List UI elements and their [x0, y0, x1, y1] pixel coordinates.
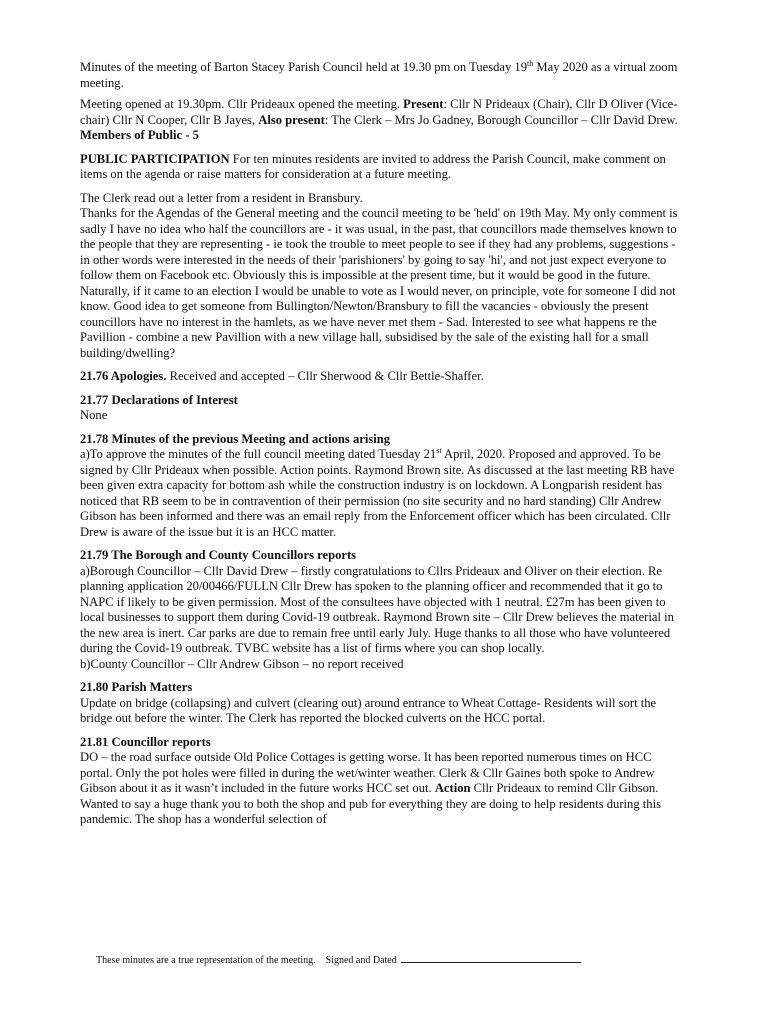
previous-minutes-text-end: April, 2020. Proposed and approved. To be signed by Cllr Prideaux when possible. Action points. Raymond Brown site. As discussed at the last meeting RB have been given extra capacity for bottom ash while the construction industry is on lockdown. A Longparish resident has noticed that RB seem to be in contravention of their permission (no site security and no hard standing) Cllr Andrew Gibson has been informed and there was an email reply from the Enforcement officer which has been circulated. Cllr Drew is aware of the issue but it is an HCC matter.: [80, 447, 675, 539]
public-participation: [80, 152, 678, 183]
meeting-title: [80, 60, 678, 91]
public-participation-text: For ten minutes residents are invited to address the Parish Council, make comment on items on the agenda or raise matters for consideration at a future meeting.: [80, 151, 666, 181]
previous-minutes-heading: 21.78 Minutes of the previous Meeting and actions arising: [80, 431, 391, 446]
councillors-reports-heading: 21.79 The Borough and County Councillors reports: [80, 548, 357, 562]
declarations-text: None: [80, 408, 108, 422]
apologies-heading: 21.76 Apologies.: [80, 369, 167, 383]
attendance-paragraph: [80, 97, 678, 144]
also-present-label: Also present: [258, 112, 325, 127]
councillor-reports-text: DO – the road surface outside Old Police Cottages is getting worse. It has been reported numerous times on HCC portal. Only the pot holes were filled in during the wet/winter weather. Clerk & Cllr Gaines both spoke to Andrew Gibson about it as it wasn’t included in the future works HCC set out.: [80, 750, 655, 795]
action-label: Action: [434, 781, 471, 795]
resident-letter: Thanks for the Agendas of the General meeting and the council meeting to be 'held' on 19th May. My only comment is sadly I have no idea who half the councillors are - it was usual, in the past, that councillors made themselves known to the people that they are representing - ie took the trouble to meet people to see if they had any problems, suggestions - in other words were interested in the needs of their 'parishioners' by going to say 'hi', and not just expect everyone to follow them on Facebook etc. Obviously this is impossible at the present time, but it would be good in the future. Naturally, if it came to an election I would be unable to vote as I would never, on principle, vote for someone I did not know. Good idea to get someone from Bullington/Newton/Bransbury to fill the vacancies - obviously the present councillors have no interest in the hamlets, as we have never met them - Sad. Interested to see what happens re the Pavillion - combine a new Pavillion with a new village hall, subsidised by the sale of the existing hall for a small building/dwelling?: [80, 206, 678, 360]
title-text-end: May 2020 as a virtual zoom meeting.: [80, 60, 678, 90]
apologies-text: Received and accepted – Cllr Sherwood & Cllr Bettle-Shaffer.: [166, 369, 484, 383]
meeting-opened-text: Meeting opened at 19.30pm. Cllr Prideaux opened the meeting.: [80, 97, 404, 111]
title-text: Minutes of the meeting of Barton Stacey Parish Council held at 19.30 pm on Tuesday 19: [80, 60, 528, 74]
present-text: : Cllr N Prideaux (Chair), Cllr D Oliver (Vice-chair) Cllr N Cooper, Cllr B Jayes,: [80, 97, 678, 127]
section-21-81: [80, 735, 678, 828]
parish-matters-heading: 21.80 Parish Matters: [80, 680, 193, 694]
present-label: Present: [403, 97, 444, 111]
also-present-text: : The Clerk – Mrs Jo Gadney, Borough Councillor – Cllr David Drew.: [324, 112, 678, 127]
county-councillor-report: b)County Councillor – Cllr Andrew Gibson – no report received: [80, 656, 404, 671]
section-21-78: [80, 432, 678, 541]
section-21-80: [80, 680, 678, 727]
title-superscript: th: [527, 58, 534, 68]
signature-line: [401, 953, 581, 963]
borough-councillor-report: a)Borough Councillor – Cllr David Drew – firstly congratulations to Cllrs Prideaux and Oliver on their election. Re planning application 20/00466/FULLN Cllr Drew has spoken to the planning officer and recommended that it go to NAPC if likely to be given permission. Most of the consultees have objected with 1 neutral. £27m has been given to local businesses to support them during Covid-19 outbreak. Raymond Brown site – Cllr Drew believes the material in the new area is inert. Car parks are due to remain free until early July. Huge thanks to all those who have volunteered during the Covid-19 outbreak. TVBC website has a list of firms where you can shop locally.: [80, 563, 674, 655]
members-of-public-label: Members of Public: [80, 128, 183, 142]
public-participation-heading: PUBLIC PARTICIPATION: [80, 151, 230, 166]
previous-minutes-superscript: st: [436, 445, 442, 455]
previous-minutes-text: a)To approve the minutes of the full council meeting dated Tuesday 21: [80, 447, 437, 461]
councillor-reports-text-end: Cllr Prideaux to remind Cllr Gibson. Wanted to say a huge thank you to both the shop and pub for everything they are doing to help residents during this pandemic. The shop has a wonderful selection of: [80, 781, 661, 826]
clerk-read-letter: The Clerk read out a letter from a resident in Bransbury.: [80, 190, 363, 205]
parish-matters-text: Update on bridge (collapsing) and culvert (clearing out) around entrance to Wheat Cottage- Residents will sort the bridge out before the winter. The Clerk has reported the blocked culverts on the HCC portal.: [80, 695, 657, 725]
councillor-reports-heading: 21.81 Councillor reports: [80, 734, 211, 749]
declarations-heading: 21.77 Declarations of Interest: [80, 392, 238, 407]
page-footer: [96, 953, 581, 966]
minutes-page: [80, 60, 678, 836]
members-of-public-count: - 5: [182, 128, 199, 142]
section-21-76: [80, 369, 678, 385]
footer-text: These minutes are a true representation of the meeting. Signed and Dated: [96, 955, 400, 966]
section-21-79: [80, 548, 678, 672]
section-21-77: [80, 393, 678, 424]
